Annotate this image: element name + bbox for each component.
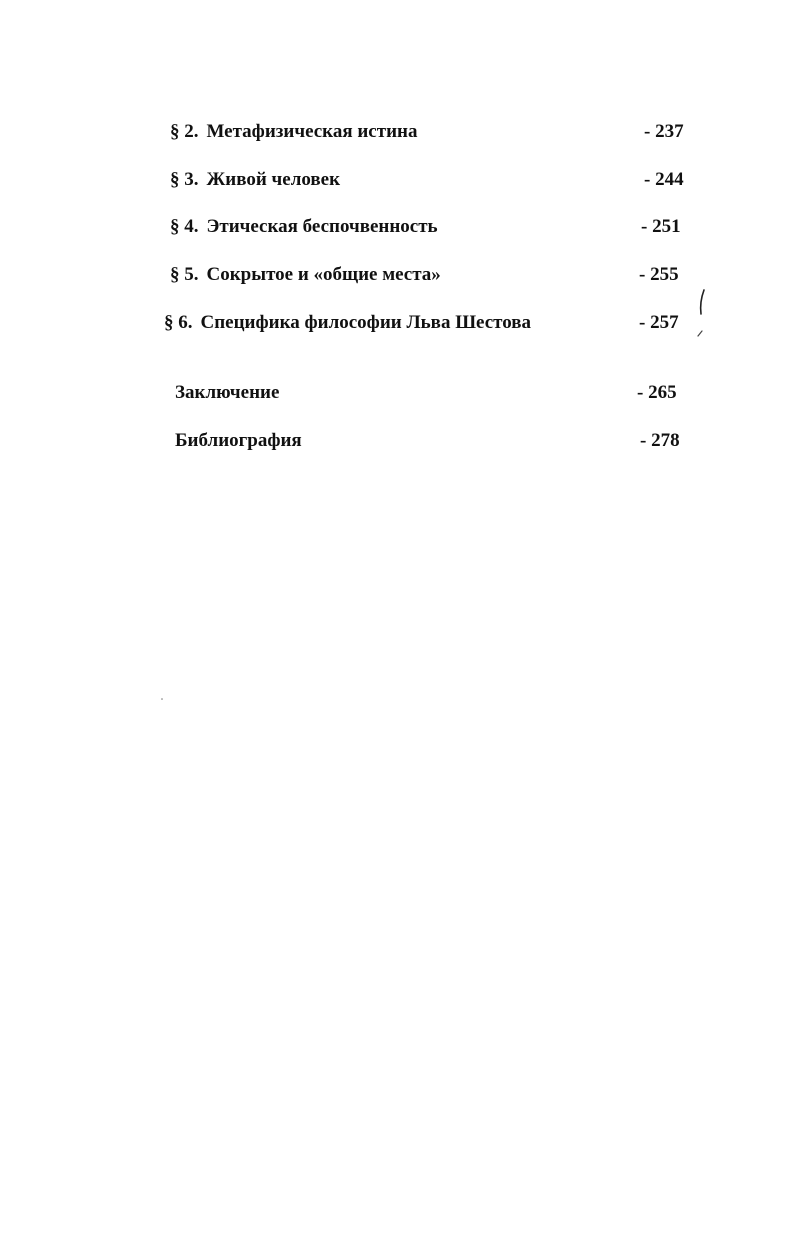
toc-entry-number: § 6. [164,312,193,333]
toc-entry-page: - 237 [644,121,684,142]
toc-entry-page: - 278 [640,430,680,451]
toc-entry-page: - 244 [644,169,684,190]
toc-entry-page: - 265 [637,382,677,403]
toc-entry-number: § 4. [170,216,199,237]
toc-entry-title: Метафизическая истина [206,121,418,142]
toc-entry-bibliography [175,429,302,453]
scan-speck [160,697,164,701]
toc-entry-number: § 3. [170,169,199,190]
toc-entry-title: Этическая беспочвенность [206,216,438,237]
toc-entry-6 [164,311,531,335]
toc-entry-5 [170,263,441,287]
toc-entry-conclusion [175,381,279,405]
toc-entry-title: Сокрытое и «общие места» [206,264,441,285]
toc-entry-page: - 255 [639,264,679,285]
toc-entry-3 [170,168,340,192]
toc-entry-number: § 2. [170,121,199,142]
toc-entry-title: Заключение [175,382,280,403]
toc-entry-2 [170,120,417,144]
toc-entry-page: - 257 [639,312,679,333]
toc-entry-page: - 251 [641,216,681,237]
toc-entry-4 [170,215,438,239]
toc-entry-title: Специфика философии Льва Шестова [200,312,532,333]
handwritten-pencil-mark [688,286,718,346]
toc-entry-title: Библиография [175,430,302,451]
toc-entry-title: Живой человек [206,169,341,190]
toc-entry-number: § 5. [170,264,199,285]
